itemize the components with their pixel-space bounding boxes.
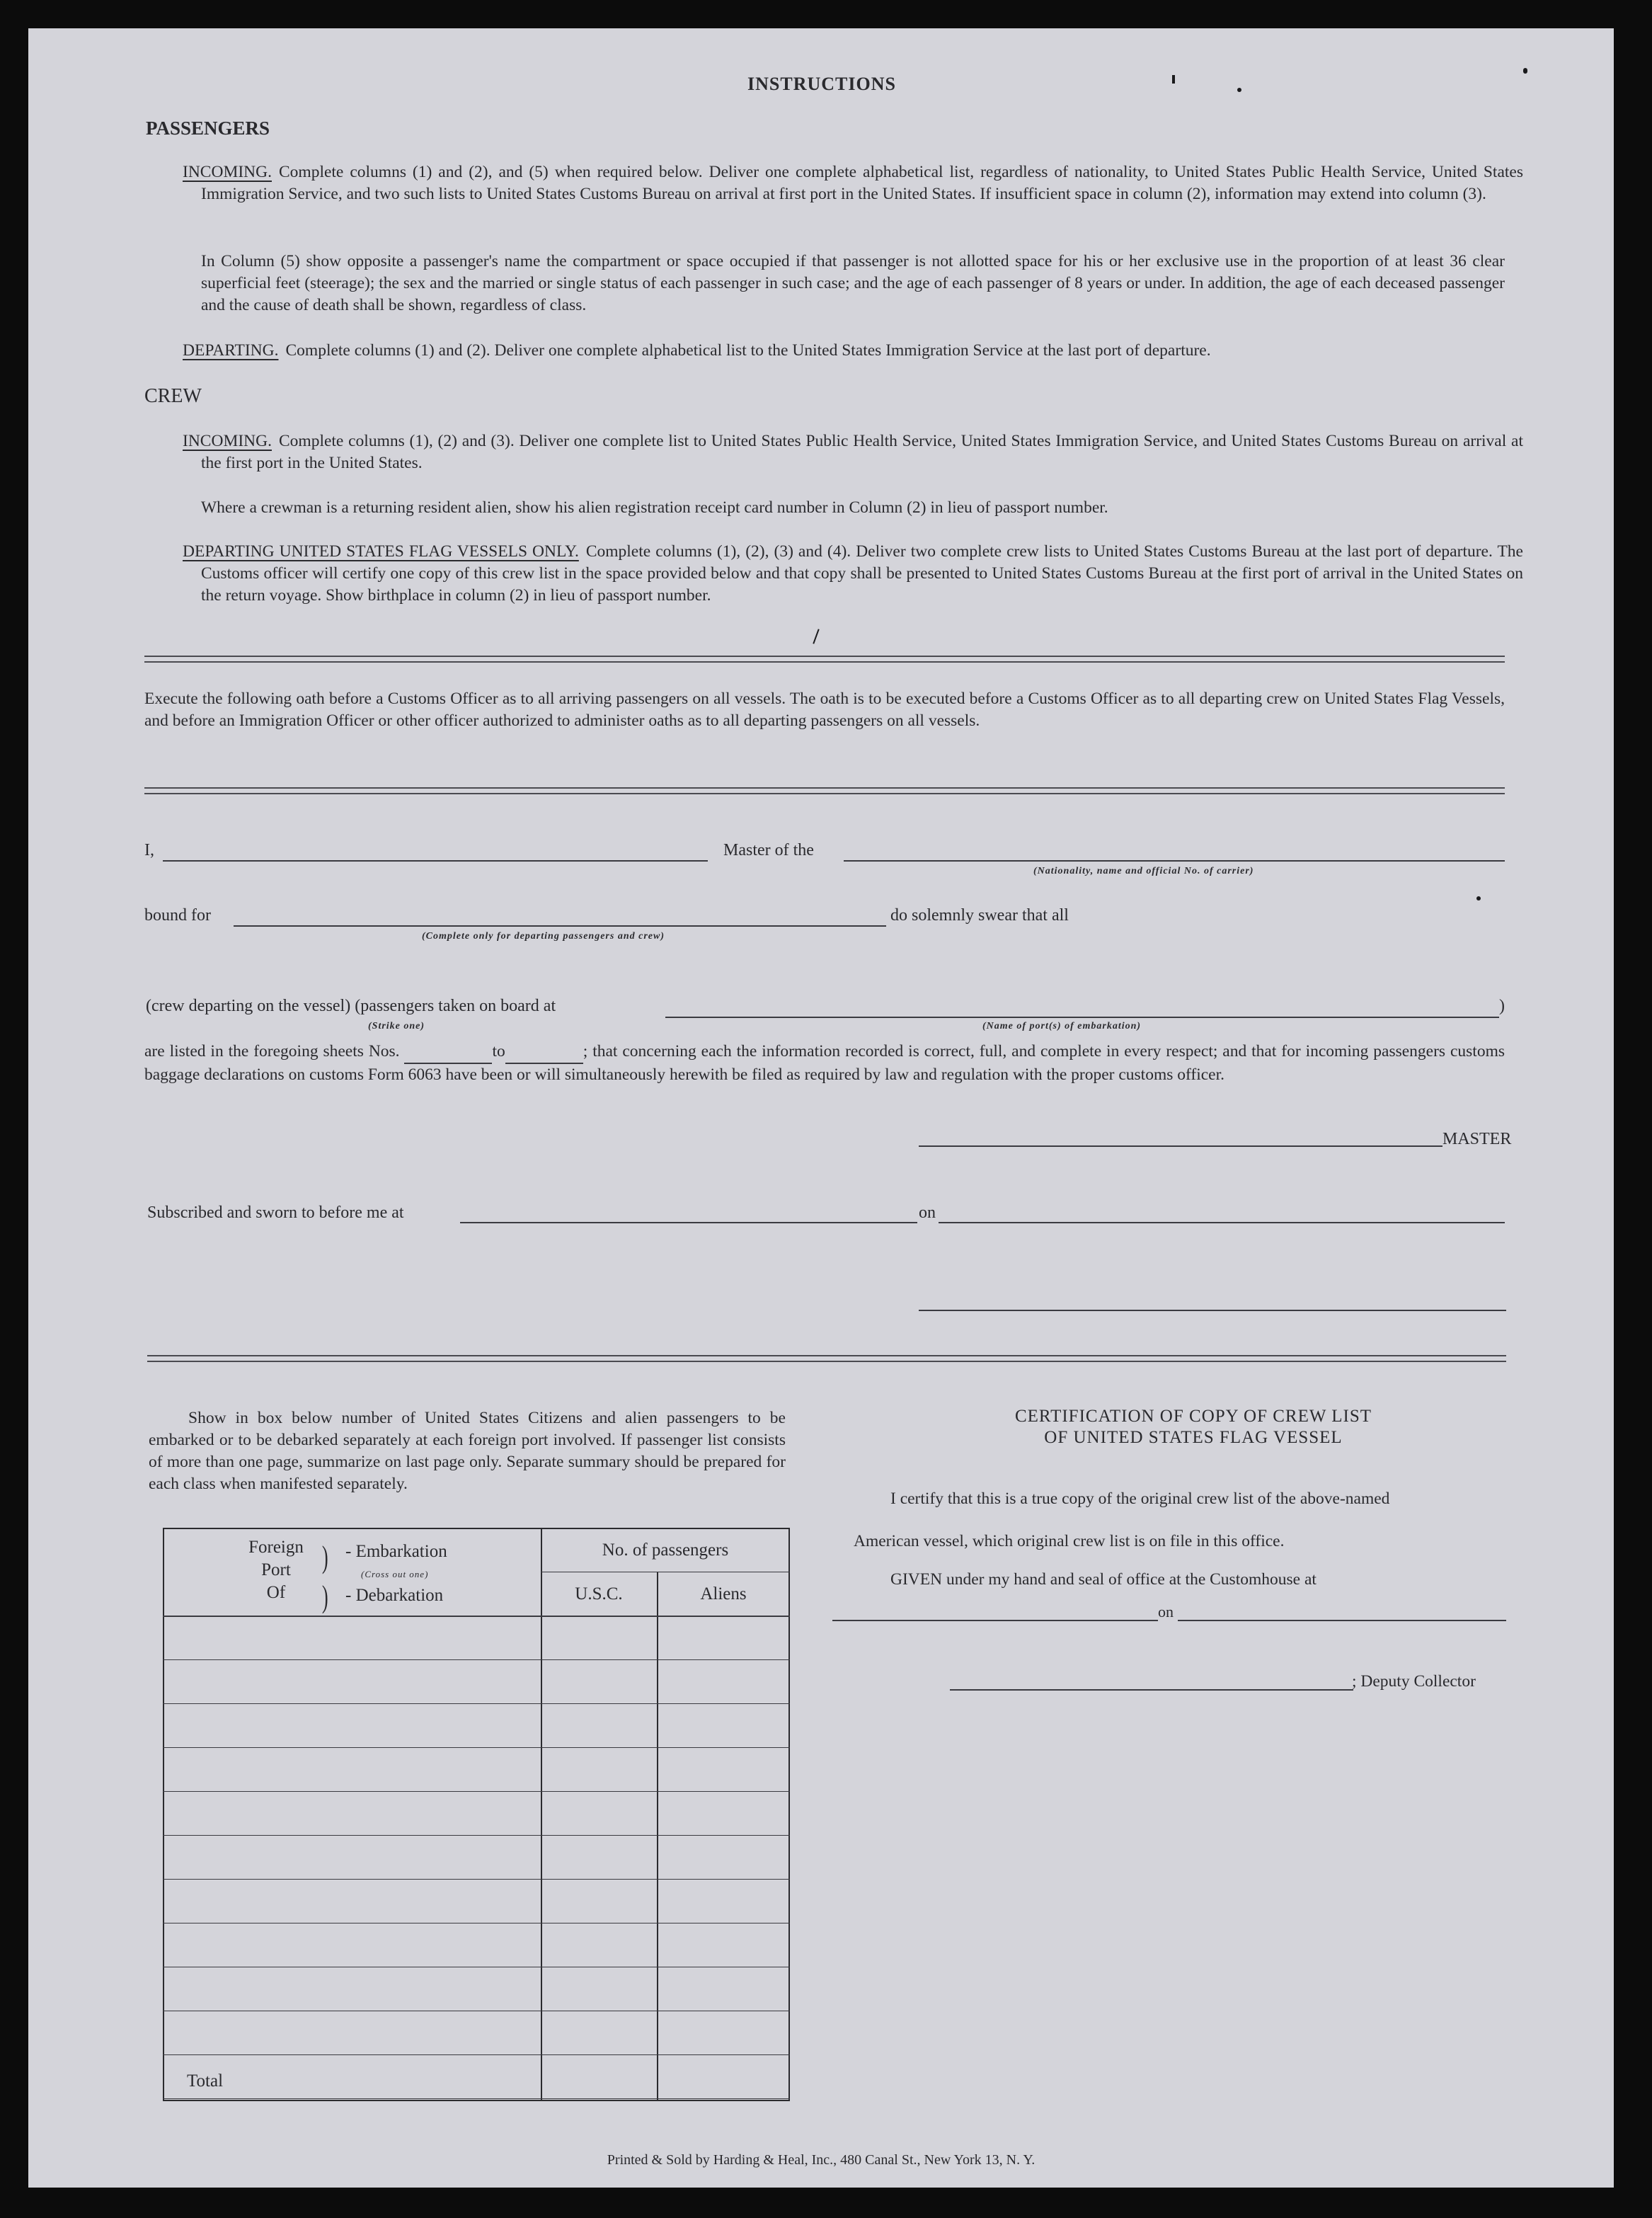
- listed-sheets-text-1: are listed in the foregoing sheets Nos.: [144, 1042, 400, 1061]
- certify-date-field[interactable]: [1178, 1620, 1506, 1621]
- subscribed-label: Subscribed and sworn to before me at: [147, 1204, 404, 1222]
- usc-header: U.S.C.: [575, 1584, 623, 1604]
- deputy-collector-signature-field[interactable]: [950, 1689, 1353, 1691]
- master-of-the-label: Master of the: [723, 841, 814, 859]
- instructions-title: INSTRUCTIONS: [747, 74, 896, 94]
- divider-rule: [144, 787, 1505, 794]
- passengers-incoming-text: Complete columns (1) and (2), and (5) when required below. Deliver one complete alphabetical list, regardless of nationality, to United States Public Health Service, United States Immigration Service, and two such lists to United States Customs Bureau on arrival at first port in the United States. If insufficient space in column (2), information may extend into column (3).: [201, 163, 1523, 203]
- bound-for-field[interactable]: [234, 925, 886, 927]
- no-of-passengers-header: No. of passengers: [602, 1540, 729, 1560]
- crew-incoming-text: Complete columns (1), (2) and (3). Deliver one complete list to United States Public Health Service, United States Immigration Service, and United States Customs Bureau on arrival at the first port in the United States.: [201, 432, 1523, 472]
- printer-footer: Printed & Sold by Harding & Heal, Inc., 480 Canal St., New York 13, N. Y.: [607, 2152, 1036, 2168]
- table-row-divider: [163, 1703, 790, 1704]
- brace-top: ): [321, 1540, 328, 1574]
- oath-intro: Execute the following oath before a Customs Officer as to all arriving passengers on all vessels. The oath is to be executed before a Customs Officer as to all departing crew on United States Flag Vessels, and before an Immigration Officer or other officer authorized to administer oaths as to all departing passengers on all vessels.: [144, 690, 1505, 730]
- certification-heading-2: OF UNITED STATES FLAG VESSEL: [1044, 1428, 1343, 1447]
- do-solemnly-label: do solemnly swear that all: [890, 906, 1069, 925]
- sheet-from-field[interactable]: [404, 1041, 492, 1064]
- table-row-divider: [163, 2054, 790, 2055]
- passengers-incoming-paragraph: [183, 161, 1523, 205]
- table-row-divider: [163, 1747, 790, 1748]
- divider-rule: [147, 1355, 1506, 1362]
- embarkation-label: - Embarkation: [345, 1542, 447, 1561]
- master-signature-field[interactable]: [919, 1145, 1442, 1147]
- foreign-port-of-label: [241, 1536, 311, 1604]
- certify-line-1: I certify that this is a true copy of the original crew list of the above-named: [890, 1490, 1390, 1508]
- table-row-divider: [163, 2098, 790, 2099]
- passengers-incoming-lead: INCOMING.: [183, 163, 272, 181]
- certification-heading: [875, 1406, 1512, 1448]
- deputy-collector-label: ; Deputy Collector: [1352, 1672, 1476, 1691]
- scan-speck: [1172, 75, 1175, 84]
- scan-speck: [1476, 896, 1481, 901]
- port-label: Port: [261, 1560, 291, 1579]
- aliens-header: Aliens: [700, 1584, 747, 1604]
- listed-sheets-text-2: ; that concerning each the information recorded is correct, full, and complete in every respect; and that for incoming passengers customs baggage declarations on customs Form 6063 have been or will simultaneously herewith be filed as required by law and regulation with the proper customs officer.: [144, 1042, 1505, 1084]
- certify-on-label: on: [1158, 1603, 1174, 1620]
- officer-signature-field[interactable]: [919, 1310, 1506, 1311]
- table-col-divider: [541, 1528, 542, 2101]
- listed-sheets-paragraph: [144, 1041, 1505, 1086]
- sworn-date-field[interactable]: [939, 1222, 1505, 1223]
- crewman-paragraph: Where a crewman is a returning resident alien, show his alien registration receipt card number in Column (2) in lieu of passport number.: [201, 498, 1108, 517]
- crew-departing-paragraph: [183, 541, 1523, 607]
- strike-one-caption: (Strike one): [368, 1021, 425, 1031]
- total-label: Total: [187, 2071, 224, 2091]
- listed-to-label: to: [492, 1042, 505, 1061]
- crew-departing-label: (crew departing on the vessel) (passengers taken on board at: [146, 997, 556, 1015]
- passengers-departing-paragraph: [183, 340, 1523, 362]
- passengers-column5-paragraph: In Column (5) show opposite a passenger's name the compartment or space occupied if that passenger is not allotted space for his or her exclusive use in the proportion of at least 36 clear superficial feet (steerage); the sex and the married or single status of each passenger in such case; and the age of each passenger of 8 years or under. In addition, the age of each deceased passenger and the cause of death shall be shown, regardless of class.: [201, 252, 1505, 314]
- crew-heading: CREW: [144, 385, 202, 407]
- crew-departing-text: Complete columns (1), (2), (3) and (4). Deliver two complete crew lists to United States Customs Bureau at the last port of departure. The Customs officer will certify one copy of this crew list in the space provided below and that copy shall be presented to United States Customs Bureau at the first port of arrival in the United States on the return voyage. Show birthplace in column (2) in lieu of passport number.: [201, 542, 1523, 605]
- table-col-divider: [657, 1572, 658, 2101]
- table-row-divider: [163, 1659, 790, 1660]
- master-label: MASTER: [1442, 1130, 1512, 1148]
- form-page: [28, 28, 1614, 2188]
- sheet-to-field[interactable]: [505, 1041, 583, 1064]
- divider-rule: [144, 656, 1505, 663]
- scan-speck: [813, 629, 819, 644]
- carrier-field[interactable]: [844, 860, 1505, 862]
- certify-line-3: GIVEN under my hand and seal of office at the Customhouse at: [890, 1570, 1317, 1589]
- sworn-on-label: on: [919, 1204, 936, 1222]
- table-header-bottom: [163, 1616, 790, 1617]
- summary-table: [163, 1528, 790, 2101]
- master-name-field[interactable]: [163, 860, 708, 862]
- customhouse-field[interactable]: [832, 1620, 1158, 1621]
- debarkation-label: - Debarkation: [345, 1586, 444, 1605]
- oath-i-label: I,: [144, 841, 154, 859]
- table-row-divider: [163, 1879, 790, 1880]
- passengers-departing-text: Complete columns (1) and (2). Deliver one complete alphabetical list to the United States Immigration Service at the last port of departure.: [285, 341, 1211, 360]
- passengers-heading: PASSENGERS: [146, 118, 270, 139]
- cross-out-one-caption: (Cross out one): [361, 1569, 429, 1579]
- crew-incoming-paragraph: [183, 430, 1523, 474]
- certify-line-2: American vessel, which original crew list is on file in this office.: [854, 1532, 1285, 1550]
- of-label: Of: [266, 1583, 286, 1602]
- close-paren: ): [1499, 997, 1505, 1015]
- passengers-departing-lead: DEPARTING.: [183, 341, 279, 360]
- table-row-divider: [163, 1791, 790, 1792]
- table-row-divider: [163, 1835, 790, 1836]
- certification-heading-1: CERTIFICATION OF COPY OF CREW LIST: [1014, 1407, 1372, 1426]
- nationality-caption: (Nationality, name and official No. of carrier): [1033, 866, 1254, 876]
- name-of-ports-caption: (Name of port(s) of embarkation): [982, 1021, 1142, 1031]
- ports-of-embarkation-field[interactable]: [665, 1017, 1499, 1018]
- crew-incoming-lead: INCOMING.: [183, 432, 272, 450]
- crew-departing-lead: DEPARTING UNITED STATES FLAG VESSELS ONLY.: [183, 542, 579, 561]
- bound-for-label: bound for: [144, 906, 211, 925]
- brace-bottom: ): [321, 1579, 328, 1614]
- scan-speck: [1237, 88, 1241, 92]
- scan-speck: [1523, 68, 1527, 74]
- complete-only-caption: (Complete only for departing passengers and crew): [422, 931, 665, 942]
- summary-instructions: Show in box below number of United States Citizens and alien passengers to be embarked or to be debarked separately at each foreign port involved. If passenger list consists of more than one page, summarize on last page only. Separate summary should be prepared for each class when manifested separately.: [149, 1409, 786, 1493]
- foreign-label: Foreign: [248, 1538, 304, 1557]
- sworn-location-field[interactable]: [460, 1222, 917, 1223]
